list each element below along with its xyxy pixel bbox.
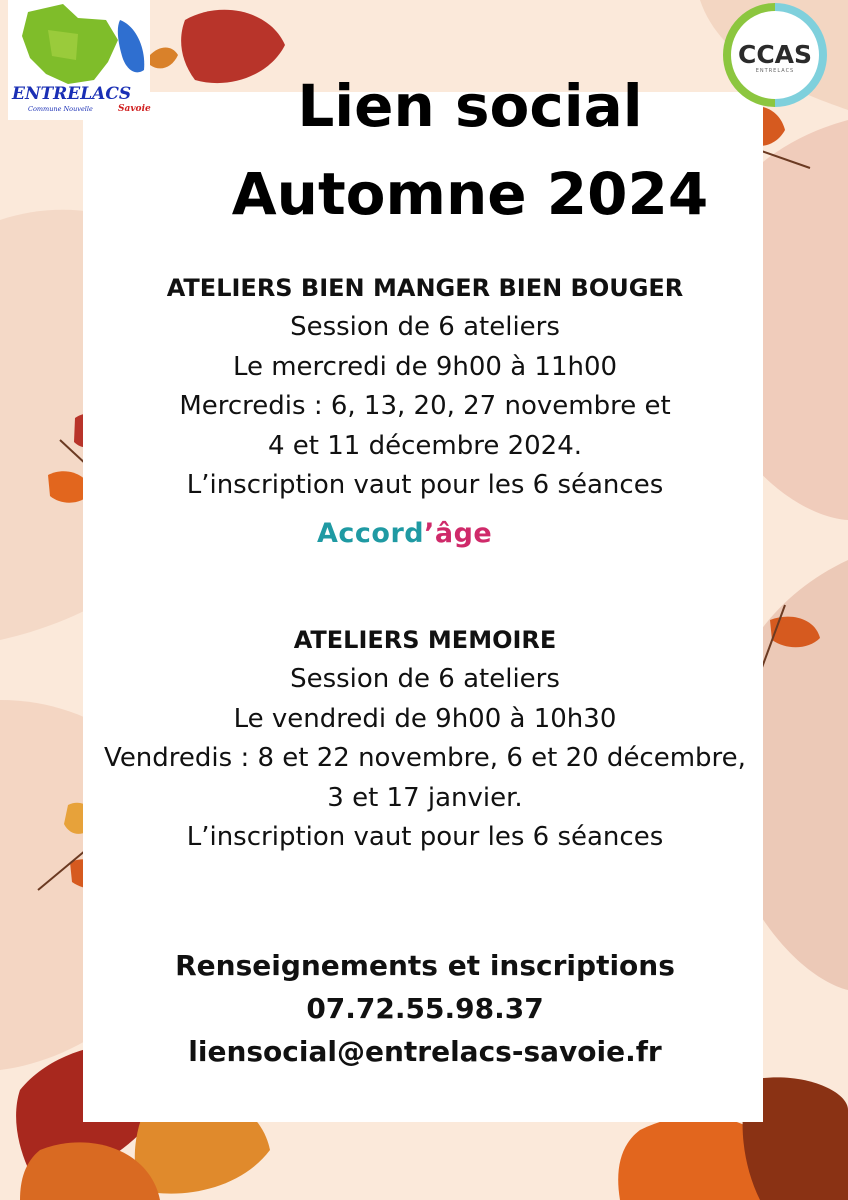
section-bien-manger — [60, 268, 790, 506]
entrelacs-map-icon — [8, 0, 150, 90]
section1-line: 4 et 11 décembre 2024. — [267, 430, 583, 461]
section2-line: Le vendredi de 9h00 à 10h30 — [233, 703, 617, 734]
section2-line: 3 et 17 janvier. — [327, 782, 523, 813]
accord-text: Accord — [317, 518, 425, 549]
section1-line: Mercredis : 6, 13, 20, 27 novembre et — [179, 391, 671, 421]
accord-age-logo — [317, 518, 492, 549]
section2-line: Vendredis : 8 et 22 novembre, 6 et 20 décembre, — [104, 743, 746, 773]
section1-line: Session de 6 ateliers — [290, 312, 560, 342]
page-title — [160, 62, 780, 238]
section-memoire — [60, 620, 790, 858]
section1-line: L’inscription vaut pour les 6 séances — [186, 470, 664, 500]
ccas-subtitle: ENTRELACS — [755, 68, 795, 74]
entrelacs-name: ENTRELACS — [12, 84, 132, 104]
contact-email: liensocial@entrelacs-savoie.fr — [188, 1035, 662, 1068]
title-line-2: Automne 2024 — [231, 160, 709, 228]
accord-highlight: ’âge — [424, 518, 493, 549]
section1-heading: ATELIERS BIEN MANGER BIEN BOUGER — [166, 274, 684, 302]
entrelacs-logo — [8, 0, 150, 120]
ccas-name: CCAS — [737, 40, 813, 69]
entrelacs-subtitle: Commune Nouvelle — [28, 105, 93, 113]
section2-line: Session de 6 ateliers — [290, 664, 560, 694]
entrelacs-region: Savoie — [118, 104, 151, 114]
section2-line: L’inscription vaut pour les 6 séances — [186, 822, 664, 852]
section2-heading: ATELIERS MEMOIRE — [293, 626, 557, 654]
contact-phone: 07.72.55.98.37 — [306, 992, 544, 1025]
title-line-1: Lien social — [297, 72, 643, 140]
section1-line: Le mercredi de 9h00 à 11h00 — [232, 351, 618, 382]
contact-heading: Renseignements et inscriptions — [175, 949, 675, 982]
contact-section — [60, 944, 790, 1073]
